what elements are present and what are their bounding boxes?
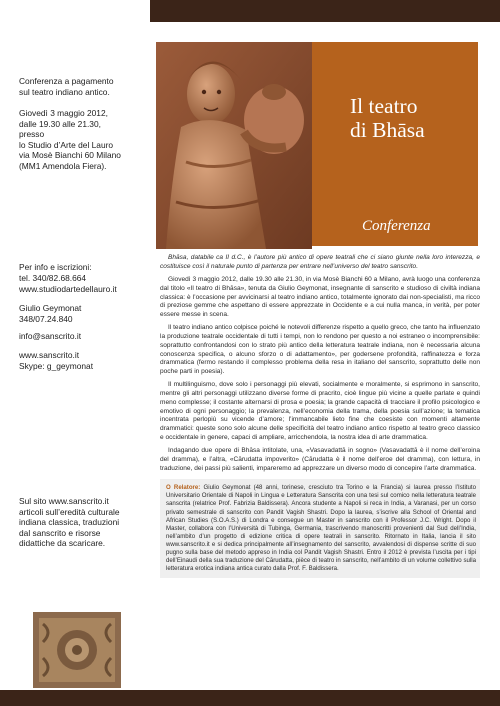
article-paragraph: Il multilinguismo, dove solo i personaggi più elevati, socialmente e moralmente, si esprimono in sanscrito, mentre gli altri personaggi utilizzano diverse forme di pracrito, cioè lingue più vicine a quelle parlate e quindi meno complesse; il costante alternarsi di prosa e poesia; la grande capacità di tracciare il profilo psicologico e emotivo di ogni personaggio; la prevalenza, nell’economia della trama, della poesia sull’azione; la tematica incentrata perlopiù su vicende d’amore; l’immancabile lieto fine che coesiste con momenti altamente drammatici: queste sono solo alcune delle specificità del teatro indiano antico rispetto al teatro greco classico e occidentale in genere, capaci di ampliare, arricchendola, la nostra idea di arte drammatica. xyxy=(160,381,480,441)
article-paragraph: Giovedì 3 maggio 2012, dalle 19.30 alle 21.30, in via Mosè Bianchi 60 a Milano, avrà luogo una conferenza dal titolo «Il teatro di Bhāsa», tenuta da Giulio Geymonat, insegnante di sanscrito e studioso di civiltà indiana classica: è l’occasione per avvicinarsi al teatro indiano antico, totalmente ignorato dai non-specialisti, ma ricco di preziose gemme che aspettano di essere apprezzate in Occidente e a cui nulla manca, in verità, per poter essere messe in scena. xyxy=(160,276,480,318)
page-title: Il teatro di Bhāsa xyxy=(350,94,425,142)
page-subtitle: Conferenza xyxy=(362,218,431,234)
article-body xyxy=(160,254,480,578)
left-column xyxy=(0,0,150,690)
article-lead: Bhāsa, databile ca II d.C., è l’autore più antico di opere teatrali che ci siano giunte nella loro interezza, e costituisce così il naturale punto di partenza per entrare nell’universo del teatro sanscrito. xyxy=(160,254,480,270)
contacts: tel. 340/82.68.664 www.studiodartedellauro.it xyxy=(19,273,117,294)
site-note: Sul sito www.sanscrito.it articoli sull’eredità culturale indiana classica, traduzioni dal sanscrito e risorse didattiche da scaricare. xyxy=(19,496,120,549)
contacts-heading: Per info e iscrizioni: xyxy=(19,262,92,272)
web-link[interactable]: www.sanscrito.it Skype: g_geymonat xyxy=(19,350,94,371)
top-bar xyxy=(150,0,500,22)
event-info: Conferenza a pagamento sul teatro indiano antico. xyxy=(19,76,114,97)
event-date-place: Giovedì 3 maggio 2012, dalle 19.30 alle 21.30, presso lo Studio d’Arte del Lauro via Mosè Bianchi 60 Milano (MM1 Amendola Fiera). xyxy=(19,108,121,171)
speaker-text: Giulio Geymonat (48 anni, torinese, cresciuto tra Torino e la Francia) si laurea presso l’Istituto Universitario Orientale di Napoli in Lingua e Letteratura Sanscrita con una tesi sul comico nella letteratura teatrale sanscrita (relatrice Prof. Fabrizia Baldissera). Ancora studente a Napoli si reca in India, a Varanasi, per un corso privato semestrale di sanscrito con Pandit Vagish Shastri. Dopo la laurea, s’iscrive alla School of Oriental and African Studies (S.O.A.S.) di Londra e consegue un Master in sanscrito con il Professor J.C. Wright. Dopo il Master, collabora con l’Università di Tubinga, Germania, trascrivendo manoscritti provenienti dal Sud dell’India, nell’ambito d’un progetto di edizione critica di opere teatrali in sanscrito. Ritornato in Italia, lancia il sito www.sanscrito.it e si dedica principalmente all’insegnamento del sanscrito, avvalendosi di dispense scritte di suo pugno sulla base del metodo appreso in India col Pandit Vagish Shastri. Entro il 2012 è prevista l’uscita per i tipi dell’Einaudi della sua traduzione del Cārudatta, pièce di teatro in sanscrito, nell’ambito di un volume collettivo sulla letteratura erotica indiana antica curato dalla Prof. F. Baldissera. xyxy=(166,484,476,573)
title-panel xyxy=(312,42,478,246)
speaker-label: O Relatore: xyxy=(166,484,201,492)
email-link[interactable]: info@sanscrito.it xyxy=(19,331,82,341)
article-paragraph: Il teatro indiano antico colpisce poiché le notevoli differenze rispetto a quello greco, che tanto ha influenzato la produzione teatrale occidentale di tutti i tempi, non lo rendono per questo a noi estraneo o incomprensibile: soprattutto confrontandosi con lo strato più antico della letteratura teatrale indiana, non è necessaria alcuna conoscenza specifica, o alcuno sforzo o di adattamento», per godersene profondità, raffinatezza e forza drammatica (fermo restando il complesso problema della resa in italiano del sanscrito, soprattutto delle non poche parti in poesia). xyxy=(160,324,480,375)
person-contact: Giulio Geymonat 348/07.24.840 xyxy=(19,303,82,324)
bottom-bar xyxy=(0,690,500,706)
article-paragraph: Indagando due opere di Bhāsa intitolate, una, «Vasavadattā in sogno» (Vasavadattā è il nome dell’eroina del dramma), e l’altra, «Cārudatta impoverito» (Cārudatta è il nome dell’eroe del dramma), con lettura, in traduzione, dei passi più salienti, impareremo ad apprezzare un diverso modo di concepire l’arte drammatica. xyxy=(160,447,480,472)
carved-ornament-image xyxy=(33,612,121,688)
speaker-bio xyxy=(160,479,480,578)
sculpture-photo xyxy=(156,42,312,249)
